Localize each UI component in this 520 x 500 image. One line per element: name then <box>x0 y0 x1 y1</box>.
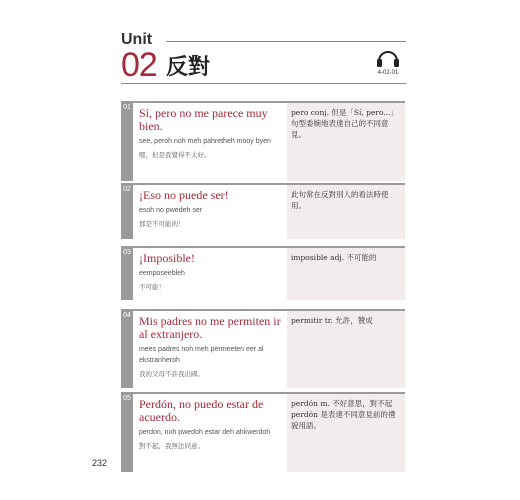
entry-main <box>133 392 287 472</box>
entry-note: pero conj. 但是「Sí, pero...」句型委婉地表達自己的不同意見。 <box>287 101 405 181</box>
spanish-phrase: Mis padres no me permiten ir al extranjero. <box>139 314 281 341</box>
spanish-phrase: ¡Eso no puede ser! <box>139 188 229 202</box>
pronunciation: see, peroh noh meh pahretheh mooy byen <box>139 138 271 145</box>
entry-number-bar <box>121 392 133 472</box>
entry-number-bar <box>121 246 133 300</box>
phrase-entry <box>121 246 405 300</box>
spanish-phrase: Sí, pero no me parece muy bien. <box>139 106 268 133</box>
pronunciation: perdon, noh pwedoh estar deh ahkwerdoh <box>139 429 271 436</box>
pronunciation: mees padres noh meh permeeten eer al ekstranheroh <box>139 346 264 364</box>
phrase-entry <box>121 101 405 181</box>
chinese-translation: 不可能！ <box>139 283 165 291</box>
pronunciation: esoh no pwedeh ser <box>139 207 203 214</box>
entry-number: 05 <box>123 395 131 402</box>
unit-rule-bottom <box>121 83 406 84</box>
page-number: 232 <box>92 458 108 468</box>
phrase-entry <box>121 392 405 472</box>
spanish-phrase: Perdón, no puedo estar de acuerdo. <box>139 397 264 424</box>
entry-number: 01 <box>123 104 131 111</box>
audio-track-code: 4-02-01 <box>377 70 399 76</box>
headphones-icon[interactable] <box>375 48 401 68</box>
entry-number: 04 <box>123 312 131 319</box>
spanish-phrase: ¡Imposible! <box>139 251 195 265</box>
entry-number-bar <box>121 309 133 388</box>
phrase-entry <box>121 183 405 239</box>
unit-word: Unit <box>121 31 153 48</box>
phrase-entry <box>121 309 405 388</box>
entry-main <box>133 101 287 181</box>
unit-number: 02 <box>121 46 157 84</box>
chinese-translation: 那是不可能的！ <box>139 220 185 228</box>
entry-main <box>133 246 287 300</box>
unit-title: 反對 <box>166 55 211 80</box>
entry-note: 此句常在反對別人的看法時使用。 <box>287 183 405 239</box>
chinese-translation: 對不起，我無法同意。 <box>139 442 204 450</box>
pronunciation: eemposeebleh <box>139 270 185 277</box>
entry-number: 03 <box>123 249 131 256</box>
entry-note: perdón m. 不好意思，對不起 perdón 是表達不同意見前的禮貌用語。 <box>287 392 405 472</box>
entry-main <box>133 183 287 239</box>
entry-note: imposible adj. 不可能的 <box>287 246 405 300</box>
entry-main <box>133 309 287 388</box>
chinese-translation: 我的父母不許我出國。 <box>139 370 204 378</box>
entry-number: 02 <box>123 186 131 193</box>
chinese-translation: 嗯，但是我覺得不太好。 <box>139 151 211 159</box>
unit-rule-top <box>166 41 406 42</box>
entry-number-bar <box>121 101 133 181</box>
entry-note: permitir tr. 允許，贊成 <box>287 309 405 388</box>
entry-number-bar <box>121 183 133 239</box>
